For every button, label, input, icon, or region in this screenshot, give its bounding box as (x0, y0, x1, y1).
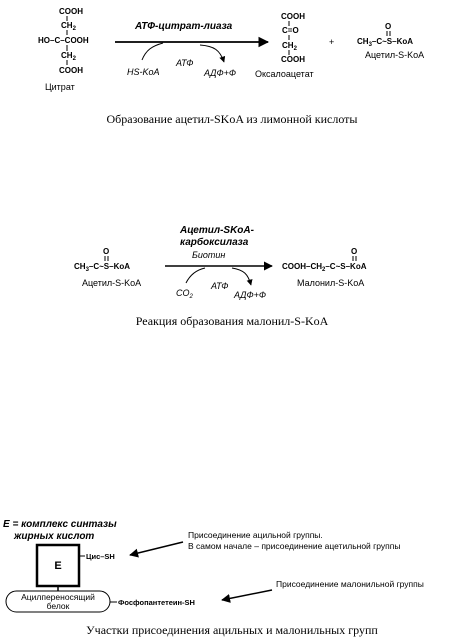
oxa-cooh-bottom: COOH (281, 55, 305, 64)
acetyl-skoa-structure-2 (74, 247, 141, 288)
complex-title-line1: E = комплекс синтазы (3, 519, 117, 530)
citrate-cooh-top: COOH (59, 7, 83, 16)
citrate-structure (38, 7, 89, 92)
citrate-center: HO–C–COOH (38, 36, 89, 45)
citrate-name: Цитрат (45, 82, 75, 92)
note-acyl-line1: Присоединение ацильной группы. (188, 530, 323, 540)
note-malonyl: Присоединение малонильной группы (276, 579, 424, 589)
citrate-ch2-a: $CH_2$ (61, 21, 76, 32)
acetyl1-o: O (385, 22, 392, 31)
acetyl1-formula: $CH_3-C\sim S$–KoA (357, 37, 414, 48)
atp-label-1: АТФ (176, 58, 194, 68)
malonyl-name: Малонил-S-KoA (297, 278, 365, 288)
acetyl2-o: O (103, 247, 110, 256)
caption-2: Реакция образования малонил-S-KoA (135, 314, 329, 328)
atp-curve-arrow-2 (232, 268, 251, 285)
caption-1: Образование ацетил-SKoA из лимонной кислоты (106, 112, 358, 126)
cys-sh-label: Цис–SH (86, 552, 115, 561)
hskoa-curve-arrow (142, 43, 163, 60)
biotin-label: Биотин (192, 250, 226, 260)
acetyl2-name: Ацетил-S-KoA (82, 278, 142, 288)
complex-title-line2: жирных кислот (14, 531, 95, 542)
oxa-ch2: $CH_2$ (282, 41, 297, 52)
acetyl2-formula: $CH_3-C\sim S$–KoA (74, 262, 131, 273)
acetyl-skoa-structure-1 (357, 22, 424, 60)
co2-label: $CO_2$ (176, 288, 193, 300)
oxaloacetate-name: Оксалоацетат (255, 69, 314, 79)
adp-label-2: АДФ+Ф (234, 290, 267, 300)
atp-label-2: АТФ (211, 281, 229, 291)
caption-3: Участки присоединения ацильных и малонильных групп (86, 623, 378, 637)
enzyme-acc-line2: карбоксилаза (180, 237, 249, 248)
citrate-cooh-bottom: COOH (59, 66, 83, 75)
citrate-ch2-b: $CH_2$ (61, 51, 76, 62)
acp-line2: белок (46, 601, 70, 611)
enzyme-acc-line1: Ацетил-SKoA- (180, 225, 254, 236)
acetyl1-name: Ацетил-S-KoA (365, 50, 425, 60)
note-acyl-line2: В самом начале – присоединение ацетильной группы (188, 541, 401, 551)
atp-curve-arrow (200, 45, 224, 62)
co2-curve-arrow (186, 268, 205, 283)
malonyl-o: O (351, 247, 358, 256)
phosphopantetheine-label: Фосфопантетеин-SH (118, 598, 195, 607)
oxaloacetate-structure (255, 12, 314, 79)
malonyl-formula: COOH–$CH_2-C\sim S$–KoA (282, 262, 367, 273)
oxa-cooh-top: COOH (281, 12, 305, 21)
arrow-to-pp (222, 590, 272, 600)
adp-label-1: АДФ+Ф (204, 68, 237, 78)
arrow-to-cys (130, 542, 183, 555)
enzyme-e-label: E (54, 560, 62, 572)
malonyl-skoa-structure (282, 247, 367, 288)
enzyme-atp-citrate-lyase: АТФ-цитрат-лиаза (135, 21, 233, 32)
oxa-co: C=O (282, 26, 299, 35)
plus-sign: + (329, 37, 335, 47)
hskoa-label: HS-KoA (127, 67, 160, 77)
acp-line1: Ацилпереносящий (21, 592, 95, 602)
